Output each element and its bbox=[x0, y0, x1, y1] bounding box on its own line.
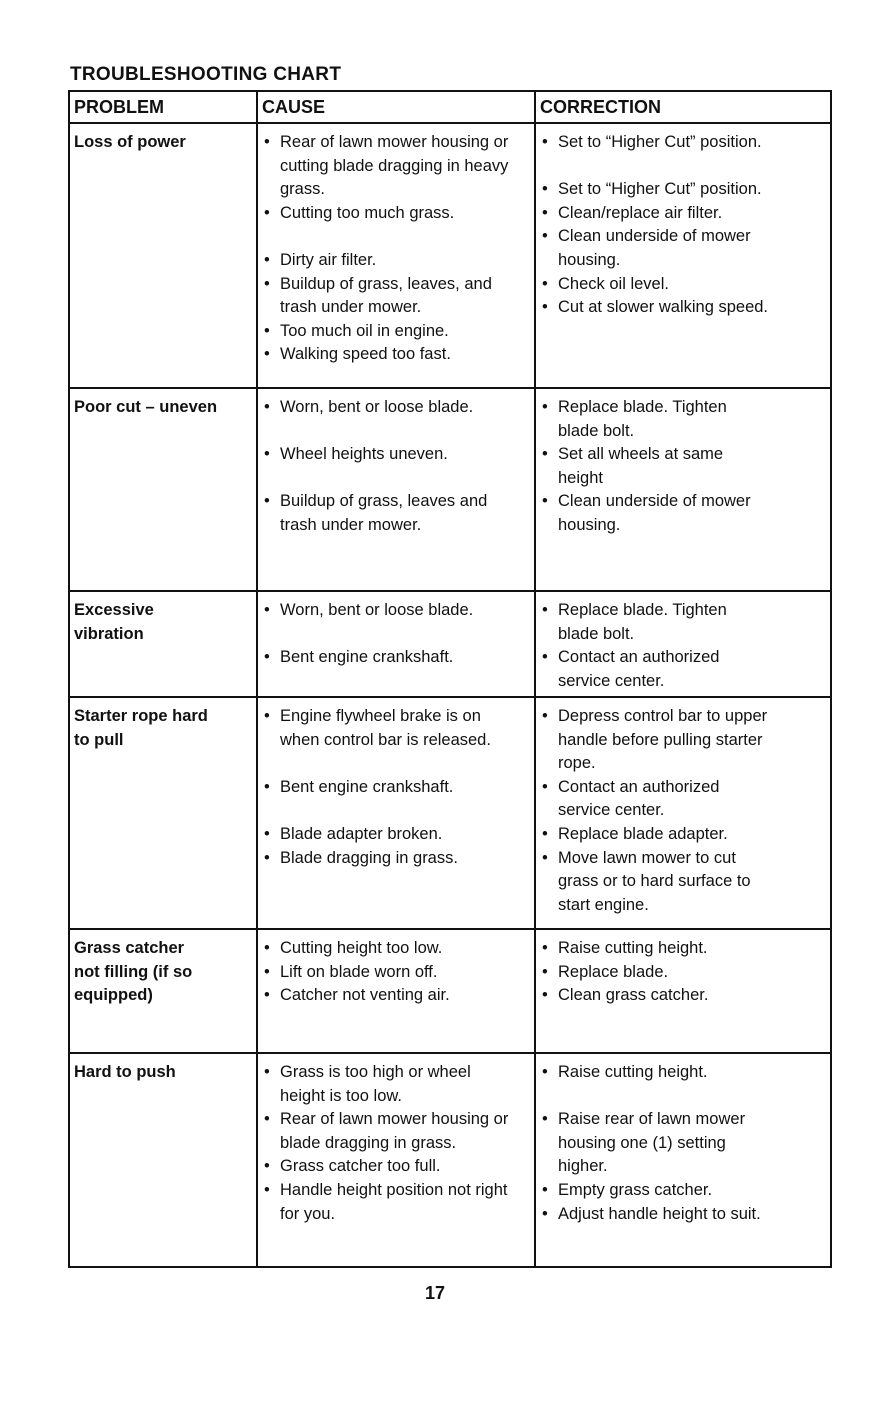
page-number: 17 bbox=[424, 1283, 446, 1303]
list-item: • Cutting height too low. bbox=[262, 937, 520, 961]
row-rule bbox=[68, 590, 832, 592]
list-item: • Clean underside of mower housing. bbox=[540, 225, 770, 272]
problem-text: Grass catcher bbox=[74, 939, 185, 957]
list-item: • Catcher not venting air. bbox=[262, 984, 520, 1008]
row-rule bbox=[68, 387, 832, 389]
list-item: • Rear of lawn mower housing or blade dragging in grass. bbox=[262, 1108, 520, 1155]
row-rule bbox=[68, 696, 832, 698]
list-item: • Depress control bar to upper handle before pulling starter rope. bbox=[540, 705, 770, 776]
cause-list bbox=[262, 599, 520, 670]
list-item: • Contact an authorized service center. bbox=[540, 646, 770, 693]
cause-cell bbox=[262, 1061, 520, 1226]
list-item: • Lift on blade worn off. bbox=[262, 961, 520, 985]
list-item: • Buildup of grass, leaves, and trash under mower. bbox=[262, 273, 520, 320]
problem-text: equipped) bbox=[74, 986, 153, 1005]
list-item: • Bent engine crankshaft. bbox=[262, 646, 520, 670]
list-item: • Check oil level. bbox=[540, 273, 770, 297]
row-rule bbox=[68, 1266, 832, 1268]
problem-text: to pull bbox=[74, 730, 124, 749]
list-item: • Handle height position not right for you. bbox=[262, 1179, 520, 1226]
spacer bbox=[262, 420, 520, 444]
list-item: • Rear of lawn mower housing or cutting blade dragging in heavy grass. bbox=[262, 131, 520, 202]
problem-text: Poor cut – uneven bbox=[74, 398, 218, 416]
list-item: • Contact an authorized service center. bbox=[540, 776, 770, 823]
correction-list bbox=[540, 396, 770, 538]
list-item: • Clean grass catcher. bbox=[540, 984, 770, 1008]
correction-list bbox=[540, 937, 770, 1008]
list-item: • Cut at slower walking speed. bbox=[540, 296, 770, 320]
list-item: • Set all wheels at same height bbox=[540, 443, 770, 490]
spacer bbox=[262, 752, 520, 776]
list-item: • Replace blade. Tighten blade bolt. bbox=[540, 396, 770, 443]
column-rule bbox=[534, 90, 536, 1268]
correction-list bbox=[540, 1061, 770, 1226]
problem-text: Excessive bbox=[74, 601, 154, 619]
row-rule bbox=[68, 122, 832, 124]
list-item: • Dirty air filter. bbox=[262, 249, 520, 273]
list-item: • Replace blade adapter. bbox=[540, 823, 770, 847]
list-item: • Cutting too much grass. bbox=[262, 202, 520, 226]
correction-cell bbox=[540, 705, 770, 917]
cause-list bbox=[262, 1061, 520, 1226]
cause-list bbox=[262, 131, 520, 367]
row-rule bbox=[68, 1052, 832, 1054]
list-item: • Replace blade. Tighten blade bolt. bbox=[540, 599, 770, 646]
cause-list bbox=[262, 937, 520, 1008]
list-item: • Empty grass catcher. bbox=[540, 1179, 770, 1203]
correction-cell bbox=[540, 396, 770, 538]
cause-cell bbox=[262, 396, 520, 538]
column-rule bbox=[68, 90, 70, 1268]
problem-text: Loss of power bbox=[74, 133, 186, 151]
cause-cell bbox=[262, 705, 520, 870]
list-item: • Clean underside of mower housing. bbox=[540, 490, 770, 537]
list-item: • Move lawn mower to cut grass or to hard surface to start engine. bbox=[540, 847, 770, 918]
correction-cell bbox=[540, 599, 770, 693]
correction-cell bbox=[540, 131, 770, 320]
list-item: • Raise rear of lawn mower housing one (1) setting higher. bbox=[540, 1108, 770, 1179]
list-item: • Engine flywheel brake is on when control bar is released. bbox=[262, 705, 520, 752]
list-item: • Raise cutting height. bbox=[540, 937, 770, 961]
list-item: • Set to “Higher Cut” position. bbox=[540, 131, 770, 155]
list-item: • Raise cutting height. bbox=[540, 1061, 770, 1085]
chart-title: TROUBLESHOOTING CHART bbox=[70, 64, 342, 85]
header-cause: CAUSE bbox=[262, 97, 326, 117]
problem-text: vibration bbox=[74, 624, 144, 643]
spacer bbox=[540, 155, 770, 179]
list-item: • Blade dragging in grass. bbox=[262, 847, 520, 871]
list-item: • Wheel heights uneven. bbox=[262, 443, 520, 467]
problem-cell bbox=[74, 396, 252, 420]
correction-cell bbox=[540, 937, 770, 1008]
list-item: • Too much oil in engine. bbox=[262, 320, 520, 344]
header-correction: CORRECTION bbox=[540, 97, 661, 117]
list-item: • Worn, bent or loose blade. bbox=[262, 599, 520, 623]
cause-list bbox=[262, 396, 520, 538]
problem-cell bbox=[74, 131, 252, 155]
cause-list bbox=[262, 705, 520, 870]
list-item: • Adjust handle height to suit. bbox=[540, 1203, 770, 1227]
problem-cell bbox=[74, 705, 252, 752]
correction-list bbox=[540, 705, 770, 917]
list-item: • Bent engine crankshaft. bbox=[262, 776, 520, 800]
header-problem: PROBLEM bbox=[74, 97, 164, 117]
list-item: • Buildup of grass, leaves and trash under mower. bbox=[262, 490, 520, 537]
correction-list bbox=[540, 599, 770, 693]
list-item: • Blade adapter broken. bbox=[262, 823, 520, 847]
spacer bbox=[262, 225, 520, 249]
spacer bbox=[262, 623, 520, 647]
spacer bbox=[262, 799, 520, 823]
problem-text: Starter rope hard bbox=[74, 707, 208, 725]
row-rule bbox=[68, 928, 832, 930]
row-rule bbox=[68, 90, 832, 92]
list-item: • Grass catcher too full. bbox=[262, 1155, 520, 1179]
list-item: • Worn, bent or loose blade. bbox=[262, 396, 520, 420]
list-item: • Replace blade. bbox=[540, 961, 770, 985]
list-item: • Set to “Higher Cut” position. bbox=[540, 178, 770, 202]
column-rule bbox=[830, 90, 832, 1268]
correction-list bbox=[540, 131, 770, 320]
spacer bbox=[262, 467, 520, 491]
list-item: • Grass is too high or wheel height is too low. bbox=[262, 1061, 520, 1108]
problem-cell bbox=[74, 599, 252, 646]
problem-text: not filling (if so bbox=[74, 962, 193, 981]
list-item: • Clean/replace air filter. bbox=[540, 202, 770, 226]
cause-cell bbox=[262, 599, 520, 670]
problem-cell bbox=[74, 1061, 252, 1085]
column-rule bbox=[256, 90, 258, 1268]
cause-cell bbox=[262, 131, 520, 367]
cause-cell bbox=[262, 937, 520, 1008]
correction-cell bbox=[540, 1061, 770, 1226]
spacer bbox=[540, 1085, 770, 1109]
problem-text: Hard to push bbox=[74, 1063, 176, 1081]
troubleshooting-table bbox=[68, 90, 832, 1268]
problem-cell bbox=[74, 937, 252, 1008]
list-item: • Walking speed too fast. bbox=[262, 343, 520, 367]
